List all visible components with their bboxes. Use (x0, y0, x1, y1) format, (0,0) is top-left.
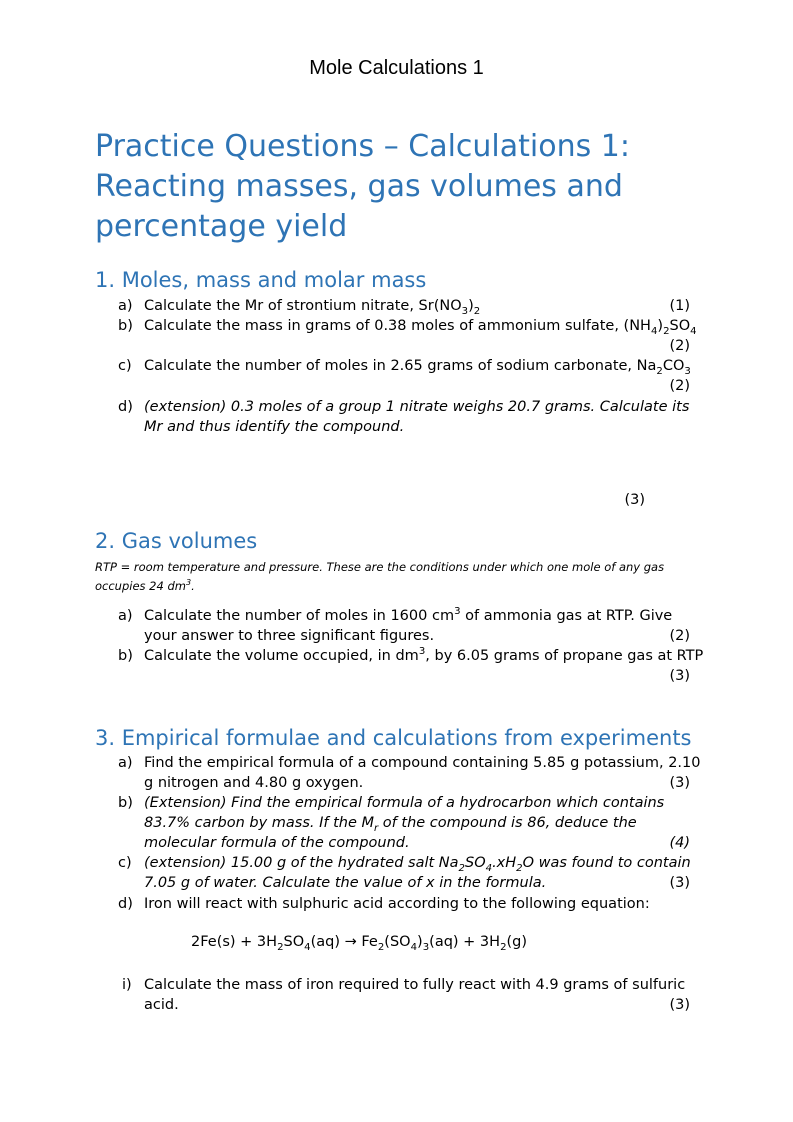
question-3d-text: Iron will react with sulphuric acid according to the following equation: (144, 896, 650, 912)
section-2-heading: 2. Gas volumes (95, 529, 258, 553)
question-3b-marks: (4) (669, 835, 690, 851)
question-3di-line-2: acid. (144, 997, 179, 1013)
question-1a-text: Calculate the Mr of strontium nitrate, $Sr(NO_3)_2$ (144, 298, 481, 317)
question-2a-line-1: Calculate the number of moles in 1600 $cm^3$ of ammonia gas at RTP. Give (144, 606, 673, 624)
question-1d-line-1: (extension) 0.3 moles of a group 1 nitrate weighs 20.7 grams. Calculate its (144, 399, 690, 415)
question-2a-label: a) (118, 608, 133, 624)
title-line-3: percentage yield (95, 209, 348, 244)
question-1c-label: c) (118, 358, 132, 374)
section-1-heading: 1. Moles, mass and molar mass (95, 268, 427, 292)
question-3b-label: b) (118, 795, 133, 811)
question-3di-line-1: Calculate the mass of iron required to fully react with 4.9 grams of sulfuric (144, 977, 686, 993)
question-3di-marks: (3) (669, 997, 690, 1013)
question-2b-text: Calculate the volume occupied, in $dm^3$, by 6.05 grams of propane gas at RTP (144, 646, 704, 664)
question-2b-label: b) (118, 648, 133, 664)
question-1b-label: b) (118, 318, 133, 334)
question-3a-line-2: g nitrogen and 4.80 g oxygen. (144, 775, 364, 791)
question-1b-marks: (2) (669, 338, 690, 354)
question-3c-line-1: (extension) 15.00 g of the hydrated salt $Na_2SO_4.xH_2O$ was found to contain (144, 855, 691, 874)
question-3c-line-2: 7.05 g of water. Calculate the value of x in the formula. (144, 875, 547, 891)
question-2b-marks: (3) (669, 668, 690, 684)
question-3a-label: a) (118, 755, 133, 771)
question-3b-line-3: molecular formula of the compound. (144, 835, 410, 851)
section-3-heading: 3. Empirical formulae and calculations from experiments (95, 726, 692, 750)
chemical-equation: $2Fe(s) + 3H_2SO_4(aq) \to Fe_2(SO_4)_3(aq) + 3H_2(g)$ (191, 934, 528, 953)
question-3a-line-1: Find the empirical formula of a compound containing 5.85 g potassium, 2.10 (144, 755, 701, 771)
question-3d-label: d) (118, 896, 133, 912)
question-1d-line-2: Mr and thus identify the compound. (144, 419, 405, 435)
title-line-2: Reacting masses, gas volumes and (95, 169, 623, 204)
question-1d-marks: (3) (624, 492, 645, 508)
page-title (95, 127, 735, 247)
question-1a-label: a) (118, 298, 133, 314)
title-line-1: Practice Questions – Calculations 1: (95, 129, 630, 164)
question-2a-line-2: your answer to three significant figures. (144, 628, 435, 644)
question-1d-label: d) (118, 399, 133, 415)
question-3a-marks: (3) (669, 775, 690, 791)
question-3b-line-2: 83.7% carbon by mass. If the $M_r$ of the compound is 86, deduce the (144, 815, 637, 834)
question-3b-line-1: (Extension) Find the empirical formula of a hydrocarbon which contains (144, 795, 665, 811)
question-3c-label: c) (118, 855, 132, 871)
question-1c-text: Calculate the number of moles in 2.65 grams of sodium carbonate, $Na_2CO_3$ (144, 358, 691, 377)
rtp-note-line-2: occupies 24 $dm^3$. (95, 578, 195, 593)
page-header: Mole Calculations 1 (309, 57, 484, 79)
question-2a-marks: (2) (669, 628, 690, 644)
question-3c-marks: (3) (669, 875, 690, 891)
question-1a-marks: (1) (669, 298, 690, 314)
question-1c-marks: (2) (669, 378, 690, 394)
question-3di-label: i) (122, 977, 132, 993)
question-1b-text: Calculate the mass in grams of 0.38 moles of ammonium sulfate, $(NH_4)_2SO_4$ (144, 318, 697, 337)
rtp-note-line-1: RTP = room temperature and pressure. These are the conditions under which one mole of any gas (95, 560, 665, 574)
